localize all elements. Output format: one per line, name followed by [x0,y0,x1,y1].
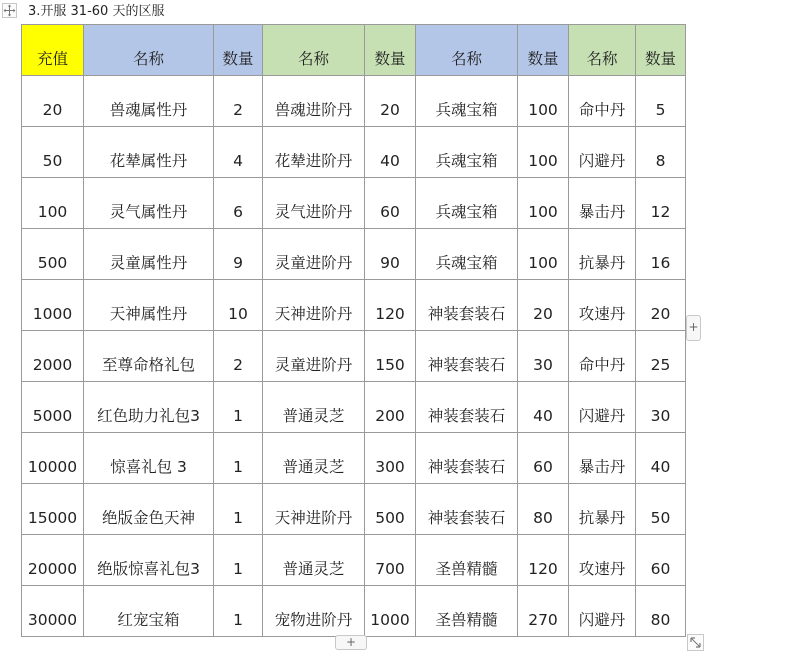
item-name-4-cell: 攻速丹 [569,535,636,586]
item-qty-4-cell: 60 [636,535,686,586]
table-resize-handle[interactable] [687,634,704,651]
item-name-3-cell: 兵魂宝箱 [416,127,518,178]
recharge-cell: 10000 [22,433,84,484]
item-qty-3-cell: 40 [518,382,569,433]
recharge-cell: 1000 [22,280,84,331]
item-name-1-cell: 灵童属性丹 [84,229,214,280]
item-qty-4-cell: 80 [636,586,686,637]
item-name-1-cell: 天神属性丹 [84,280,214,331]
item-name-1-cell: 绝版金色天神 [84,484,214,535]
item-qty-1-cell: 1 [214,433,263,484]
item-name-4-cell: 闪避丹 [569,382,636,433]
item-qty-2-cell: 120 [365,280,416,331]
item-name-3-cell: 神装套装石 [416,433,518,484]
item-name-2-cell: 花辇进阶丹 [263,127,365,178]
item-qty-2-cell: 200 [365,382,416,433]
item-qty-3-cell: 60 [518,433,569,484]
header-row [22,25,686,76]
recharge-cell: 50 [22,127,84,178]
header-name-cell: 名称 [263,25,365,76]
header-qty-cell: 数量 [518,25,569,76]
item-name-4-cell: 闪避丹 [569,127,636,178]
item-name-1-cell: 红宠宝箱 [84,586,214,637]
item-name-4-cell: 抗暴丹 [569,229,636,280]
item-qty-2-cell: 150 [365,331,416,382]
item-name-3-cell: 兵魂宝箱 [416,76,518,127]
item-name-4-cell: 抗暴丹 [569,484,636,535]
table-row [22,178,686,229]
item-qty-1-cell: 1 [214,382,263,433]
item-qty-3-cell: 120 [518,535,569,586]
item-name-2-cell: 灵童进阶丹 [263,331,365,382]
add-row-button[interactable]: + [335,635,367,650]
item-qty-3-cell: 20 [518,280,569,331]
item-name-1-cell: 灵气属性丹 [84,178,214,229]
item-qty-2-cell: 40 [365,127,416,178]
item-name-2-cell: 普通灵芝 [263,433,365,484]
item-name-3-cell: 神装套装石 [416,331,518,382]
item-name-3-cell: 圣兽精髓 [416,535,518,586]
recharge-cell: 100 [22,178,84,229]
item-name-2-cell: 天神进阶丹 [263,280,365,331]
table-row [22,382,686,433]
header-qty-cell: 数量 [636,25,686,76]
move-arrows-icon [3,4,16,17]
item-qty-2-cell: 60 [365,178,416,229]
table-row [22,535,686,586]
header-name-cell: 名称 [84,25,214,76]
item-name-2-cell: 普通灵芝 [263,382,365,433]
item-qty-4-cell: 16 [636,229,686,280]
table-row [22,586,686,637]
table-row [22,331,686,382]
item-name-4-cell: 命中丹 [569,331,636,382]
table-move-handle[interactable] [2,3,17,18]
add-column-button[interactable]: + [686,315,701,341]
item-qty-1-cell: 1 [214,484,263,535]
item-qty-1-cell: 1 [214,586,263,637]
item-name-1-cell: 红色助力礼包3 [84,382,214,433]
item-qty-3-cell: 100 [518,229,569,280]
item-name-3-cell: 神装套装石 [416,382,518,433]
item-qty-4-cell: 40 [636,433,686,484]
item-qty-1-cell: 4 [214,127,263,178]
item-qty-2-cell: 20 [365,76,416,127]
item-name-4-cell: 闪避丹 [569,586,636,637]
item-qty-3-cell: 80 [518,484,569,535]
item-name-2-cell: 灵童进阶丹 [263,229,365,280]
item-qty-1-cell: 10 [214,280,263,331]
recharge-cell: 20 [22,76,84,127]
item-qty-1-cell: 9 [214,229,263,280]
table-row [22,433,686,484]
item-qty-1-cell: 1 [214,535,263,586]
item-name-2-cell: 天神进阶丹 [263,484,365,535]
item-qty-3-cell: 100 [518,178,569,229]
item-qty-4-cell: 8 [636,127,686,178]
item-name-3-cell: 兵魂宝箱 [416,178,518,229]
item-name-1-cell: 惊喜礼包 3 [84,433,214,484]
item-name-2-cell: 普通灵芝 [263,535,365,586]
recharge-cell: 2000 [22,331,84,382]
header-qty-cell: 数量 [214,25,263,76]
item-name-4-cell: 暴击丹 [569,178,636,229]
item-qty-2-cell: 90 [365,229,416,280]
item-name-2-cell: 兽魂进阶丹 [263,76,365,127]
header-name-cell: 名称 [569,25,636,76]
item-name-4-cell: 攻速丹 [569,280,636,331]
item-name-3-cell: 神装套装石 [416,484,518,535]
item-qty-4-cell: 25 [636,331,686,382]
item-qty-2-cell: 500 [365,484,416,535]
reward-table [21,24,686,637]
header-name-cell: 名称 [416,25,518,76]
table-caption: 3.开服 31-60 天的区服 [28,4,165,19]
item-name-3-cell: 圣兽精髓 [416,586,518,637]
table-row [22,76,686,127]
table-row [22,484,686,535]
item-qty-3-cell: 30 [518,331,569,382]
recharge-cell: 5000 [22,382,84,433]
item-qty-3-cell: 100 [518,76,569,127]
recharge-cell: 20000 [22,535,84,586]
item-qty-2-cell: 300 [365,433,416,484]
item-name-3-cell: 神装套装石 [416,280,518,331]
item-qty-4-cell: 20 [636,280,686,331]
item-qty-4-cell: 5 [636,76,686,127]
item-qty-3-cell: 270 [518,586,569,637]
item-qty-4-cell: 30 [636,382,686,433]
item-name-1-cell: 兽魂属性丹 [84,76,214,127]
item-qty-1-cell: 6 [214,178,263,229]
item-name-4-cell: 暴击丹 [569,433,636,484]
header-recharge-cell: 充值 [22,25,84,76]
item-name-1-cell: 花辇属性丹 [84,127,214,178]
item-name-3-cell: 兵魂宝箱 [416,229,518,280]
item-name-1-cell: 至尊命格礼包 [84,331,214,382]
table-row [22,127,686,178]
table-row [22,229,686,280]
item-name-1-cell: 绝版惊喜礼包3 [84,535,214,586]
item-qty-2-cell: 1000 [365,586,416,637]
recharge-cell: 500 [22,229,84,280]
recharge-cell: 15000 [22,484,84,535]
recharge-cell: 30000 [22,586,84,637]
item-name-2-cell: 灵气进阶丹 [263,178,365,229]
header-qty-cell: 数量 [365,25,416,76]
item-name-4-cell: 命中丹 [569,76,636,127]
item-qty-2-cell: 700 [365,535,416,586]
item-name-2-cell: 宠物进阶丹 [263,586,365,637]
item-qty-1-cell: 2 [214,76,263,127]
resize-diagonal-icon [688,635,703,650]
item-qty-4-cell: 12 [636,178,686,229]
table-row [22,280,686,331]
item-qty-3-cell: 100 [518,127,569,178]
item-qty-4-cell: 50 [636,484,686,535]
item-qty-1-cell: 2 [214,331,263,382]
